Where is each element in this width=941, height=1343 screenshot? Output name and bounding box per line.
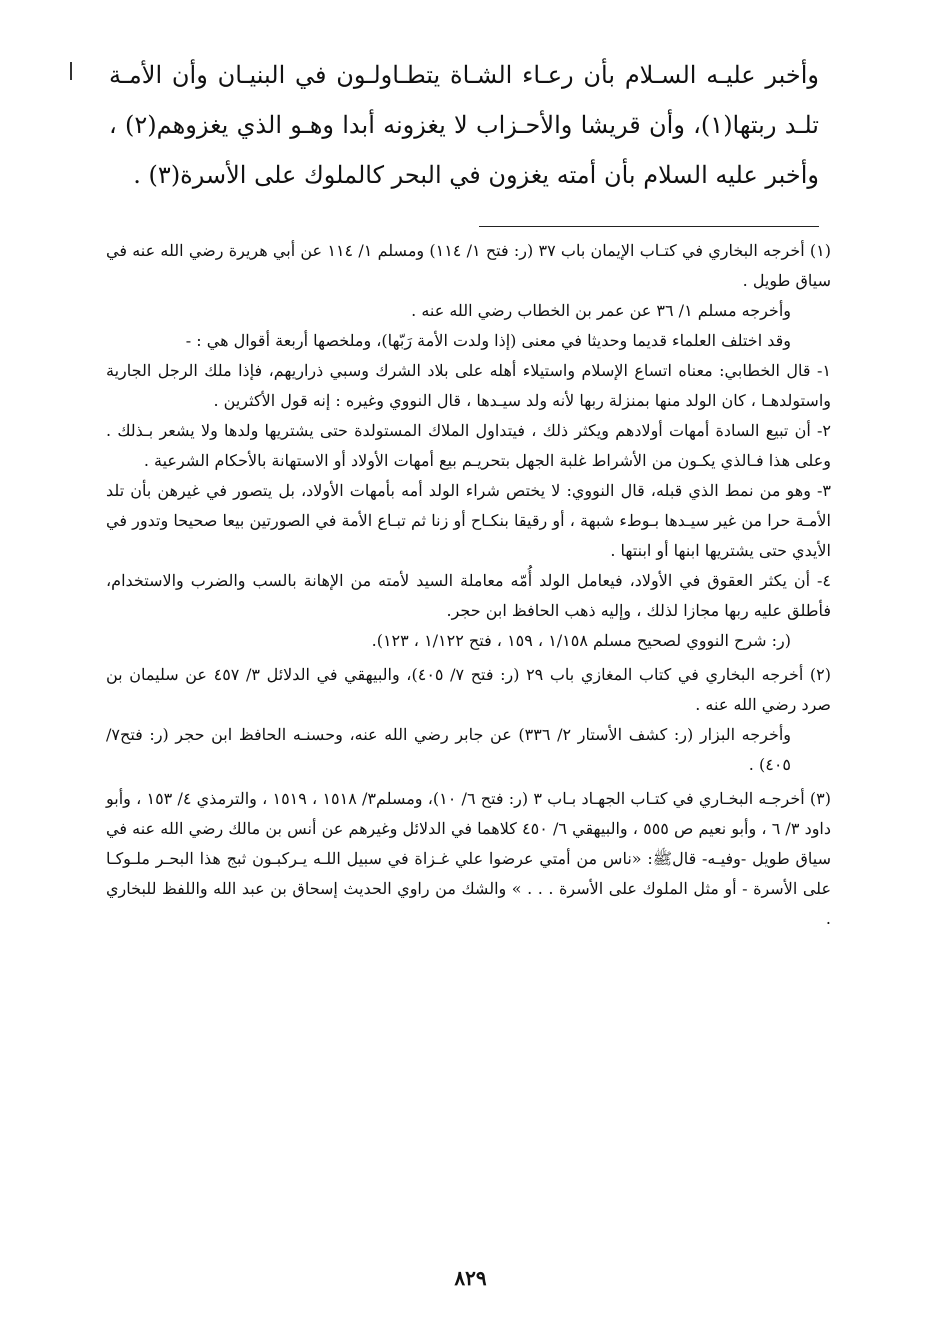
footnotes xyxy=(106,236,831,934)
footnote-1-opinion-1: ١- قال الخطابي: معناه اتساع الإسلام واستيلاء أهله على بلاد الشرك وسبي ذراريهم، فإذا ملك الرجل الجارية واستولدهـا ، كان الولد منها بمنزلة ربها لأنه ولد سيـدها ، قال النووي وغيره : إنه قول الأكثرين . xyxy=(106,361,831,410)
page-number: ٨٢٩ xyxy=(454,1266,487,1290)
footnote-2-source: (٢) أخرجه البخاري في كتاب المغازي باب ٢٩ (ر: فتح ٧/ ٤٠٥)، والبيهقي في الدلائل ٣/ ٤٥٧ عن سليمان بن صرد رضي الله عنه . xyxy=(106,665,832,714)
footnote-1-muslim: وأخرجه مسلم ١/ ٣٦ عن عمر بن الخطاب رضي الله عنه . xyxy=(411,301,791,320)
footnote-3-source: (٣) أخرجـه البخـاري في كتـاب الجهـاد بـاب ٣ (ر: فتح ٦/ ١٠)، ومسلم٣/ ١٥١٨ ، ١٥١٩ ، والترمذي ٤/ ١٥٣ ، وأبو داود ٣/ ٦ ، وأبو نعيم ص ٥٥٥ ، والبيهقي ٦/ ٤٥٠ كلاهما في الدلائل وغيرهم عن أنس بن مالك رضي الله عنه في سياق طويل -وفيـه- قالﷺ: «ناس من أمتي عرضوا علي غـزاة في سبيل اللـه يـركبـون ثبج هذا البحـر ملـوكـا على الأسرة - أو مثل الملوك على الأسرة . . . » والشك من راوي الحديث إسحاق بن عبد الله واللفظ للبخاري . xyxy=(106,789,831,928)
footnote-3 xyxy=(106,784,831,934)
footnote-2-bazzar: وأخرجه البزار (ر: كشف الأستار ٢/ ٣٣٦) عن جابر رضي الله عنه، وحسنـه الحافظ ابن حجر (ر: فتح٧/ ٤٠٥) . xyxy=(106,725,792,774)
main-text xyxy=(109,50,819,200)
footnote-separator xyxy=(479,226,819,227)
footnote-1-opinion-4: ٤- أن يكثر العقوق في الأولاد، فيعامل الولد أُمّه معاملة السيد لأمته من الإهانة بالسب والضرب والاستخدام، فأطلق عليه ربها مجازا لذلك ، وإليه ذهب الحافظ ابن حجر. xyxy=(106,571,831,620)
footnote-1 xyxy=(106,236,831,656)
footnote-1-opinion-3: ٣- وهو من نمط الذي قبله، قال النووي: لا يختص شراء الولد أمه بأمهات الأولاد، بل يتصور في غيرهن بأن تلد الأمـة حرا من غير سيـدها بـوطء شبهة ، أو رقيقا بنكـاح أو زنا ثم تبـاع الأمة في الصورتين بيعا صحيحا وتدور في الأيدي حتى يشتريها ابنها أو ابنتها . xyxy=(106,481,831,560)
footnote-2 xyxy=(106,660,831,780)
margin-mark xyxy=(70,62,72,80)
main-paragraph: وأخبر عليـه السـلام بأن رعـاء الشـاة يتطـاولـون في البنيـان وأن الأمـة تلـد ربتها(١)، وأن قريشا والأحـزاب لا يغزونه أبدا وهـو الذي يغزوهم(٢) ، وأخبر عليه السلام بأن أمته يغزون في البحر كالملوك على الأسرة(٣) . xyxy=(109,61,819,189)
footnote-1-intro: وقد اختلف العلماء قديما وحديثا في معنى (إذا ولدت الأمة رَبّها)، وملخصها أربعة أقوال هي : - xyxy=(185,331,791,350)
footnote-1-opinion-2: ٢- أن تبيع السادة أمهات أولادهم ويكثر ذلك ، فيتداول الملاك المستولدة حتى يشتريها ولدها ولا يشعر بـذلك . وعلى هذا فـالذي يكـون من الأشراط غلبة الجهل بتحريـم بيع أمهات الأولاد أو الاستهانة بالأحكام الشرعية . xyxy=(106,421,831,470)
footnote-1-source: (١) أخرجه البخاري في كتـاب الإيمان باب ٣٧ (ر: فتح ١/ ١١٤) ومسلم ١/ ١١٤ عن أبي هريرة رضي الله عنه في سياق طويل . xyxy=(106,241,832,290)
footnote-1-reference: (ر: شرح النووي لصحيح مسلم ١/١٥٨ ، ١٥٩ ، فتح ١/١٢٢ ، ١٢٣). xyxy=(371,631,791,650)
